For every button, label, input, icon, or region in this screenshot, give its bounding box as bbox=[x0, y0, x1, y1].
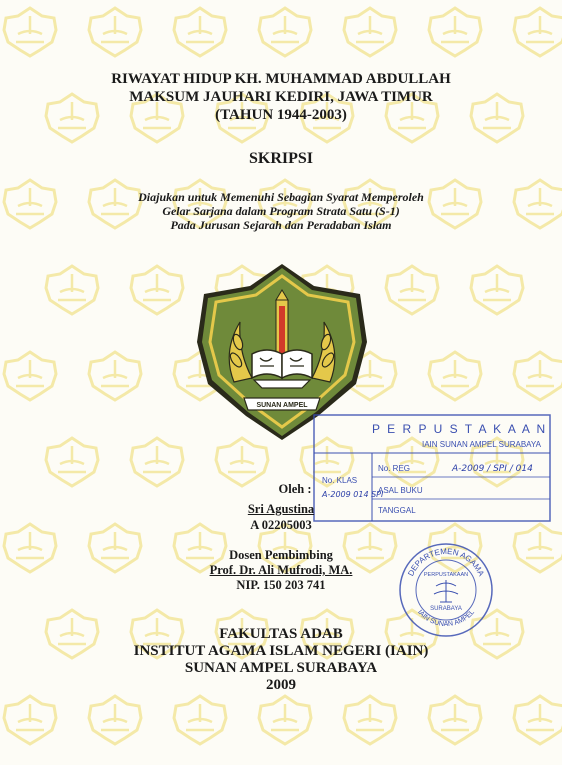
library-stamp-heading: P E R P U S T A K A A N bbox=[372, 422, 548, 436]
title-line-2: MAKSUM JAUHARI KEDIRI, JAWA TIMUR bbox=[129, 89, 433, 105]
institution-block bbox=[0, 626, 562, 694]
purpose-statement bbox=[0, 190, 562, 232]
round-stamp-inner-text: PERPUSTAKAAN bbox=[423, 572, 469, 578]
round-stamp-outer-text: DEPARTEMEN AGAMA bbox=[406, 546, 486, 578]
faculty-name: FAKULTAS ADAB bbox=[219, 626, 343, 642]
logo-ribbon bbox=[244, 398, 320, 410]
purpose-line-2: Gelar Sarjana dalam Program Strata Satu (S-1) bbox=[162, 204, 400, 218]
year: 2009 bbox=[266, 677, 296, 693]
round-stamp bbox=[396, 540, 496, 640]
supervisor-label: Dosen Pembimbing bbox=[229, 548, 333, 562]
author-name-text: Sri Agustina bbox=[247, 502, 315, 516]
logo-caption: SUNAN AMPEL bbox=[256, 402, 308, 409]
library-stamp-subheading: IAIN SUNAN AMPEL SURABAYA bbox=[422, 440, 541, 449]
supervisor-name-text: Prof. Dr. Ali Mufrodi, MA. bbox=[209, 563, 353, 577]
stamp-row-asal-label: ASAL BUKU bbox=[378, 486, 423, 495]
author-by-label: Oleh : bbox=[278, 482, 312, 496]
institute-name: INSTITUT AGAMA ISLAM NEGERI (IAIN) bbox=[133, 643, 429, 659]
thesis-title bbox=[0, 70, 562, 124]
stamp-row-reg-value: A-2009 / SPI / 014 bbox=[452, 464, 533, 474]
document-type: SKRIPSI bbox=[248, 150, 314, 167]
purpose-line-1: Diajukan untuk Memenuhi Sebagian Syarat Memperoleh bbox=[138, 190, 424, 204]
open-book-icon bbox=[252, 350, 312, 388]
author-name bbox=[0, 502, 562, 517]
round-stamp-bottom-text: IAIN SUNAN AMPEL bbox=[416, 608, 476, 628]
stamp-klas-handwritten: A-2009 014 SPI bbox=[322, 490, 384, 499]
purpose-line-3: Pada Jurusan Sejarah dan Peradaban Islam bbox=[170, 218, 392, 232]
title-line-1: RIWAYAT HIDUP KH. MUHAMMAD ABDULLAH bbox=[111, 71, 451, 87]
stamp-row-reg-label: No. REG bbox=[378, 464, 411, 473]
institute-city: SUNAN AMPEL SURABAYA bbox=[184, 660, 378, 676]
pen-icon bbox=[276, 290, 288, 358]
author-student-id: A 02205003 bbox=[250, 518, 312, 532]
garuda-emblem-icon bbox=[434, 580, 458, 602]
supervisor-nip: NIP. 150 203 741 bbox=[236, 578, 326, 592]
round-stamp-city: SURABAYA bbox=[430, 606, 462, 612]
title-line-3: (TAHUN 1944-2003) bbox=[215, 107, 347, 123]
stamp-row-klas-label: No. KLAS bbox=[322, 476, 358, 485]
stamp-row-tanggal-label: TANGGAL bbox=[378, 506, 416, 515]
